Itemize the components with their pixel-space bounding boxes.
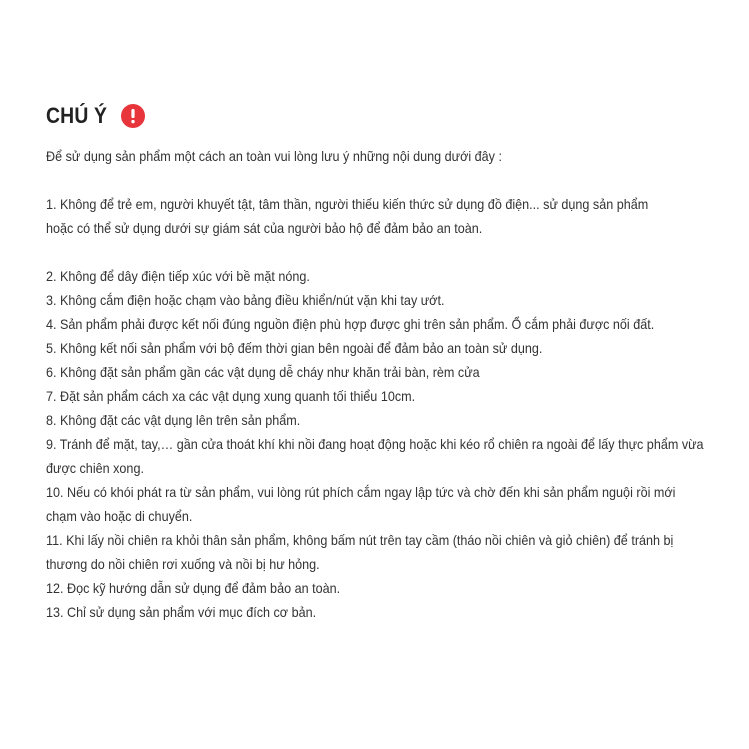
intro-text: Để sử dụng sản phẩm một cách an toàn vui lòng lưu ý những nội dung dưới đây : (46, 148, 502, 164)
list-item: 6. Không đặt sản phẩm gần các vật dụng dễ cháy như khăn trải bàn, rèm cửa (46, 364, 480, 380)
list-item: 12. Đọc kỹ hướng dẫn sử dụng để đảm bảo an toàn. (46, 580, 341, 596)
list-item: 7. Đặt sản phẩm cách xa các vật dụng xung quanh tối thiểu 10cm. (46, 388, 416, 404)
title-row (46, 100, 706, 132)
page-title: CHÚ Ý (46, 103, 108, 128)
list-item: 11. Khi lấy nồi chiên ra khỏi thân sản phẩm, không bấm nút trên tay cầm (tháo nồi chiên và giỏ chiên) để tránh bị thương do nồi chiên rơi xuống và nồi bị hư hỏng. (46, 532, 674, 572)
list-item: 10. Nếu có khói phát ra từ sản phẩm, vui lòng rút phích cắm ngay lập tức và chờ đến khi sản phẩm nguội rồi mới chạm vào hoặc di chuyển. (46, 484, 676, 524)
safety-list (46, 192, 706, 624)
exclamation-circle-icon (121, 104, 145, 128)
list-item: 4. Sản phẩm phải được kết nối đúng nguồn điện phù hợp được ghi trên sản phẩm. Ổ cắm phải được nối đất. (46, 316, 655, 332)
list-item: 8. Không đặt các vật dụng lên trên sản phẩm. (46, 412, 301, 428)
safety-notice (46, 100, 706, 624)
list-item: 3. Không cắm điện hoặc chạm vào bảng điều khiển/nút vặn khi tay ướt. (46, 292, 445, 308)
list-item: 1. Không để trẻ em, người khuyết tật, tâm thần, người thiếu kiến thức sử dụng đồ điện... sử dụng sản phẩm hoặc có thể sử dụng dưới sự giám sát của người bảo hộ để đảm bảo an toàn. (46, 196, 649, 236)
list-item: 13. Chỉ sử dụng sản phẩm với mục đích cơ bản. (46, 604, 317, 620)
list-item: 2. Không để dây điện tiếp xúc với bề mặt nóng. (46, 268, 310, 284)
list-item: 9. Tránh để mặt, tay,… gần cửa thoát khí khi nồi đang hoạt động hoặc khi kéo rổ chiên ra ngoài để lấy thực phẩm vừa được chiên xong. (46, 436, 704, 476)
list-item: 5. Không kết nối sản phẩm với bộ đếm thời gian bên ngoài để đảm bảo an toàn sử dụng. (46, 340, 543, 356)
